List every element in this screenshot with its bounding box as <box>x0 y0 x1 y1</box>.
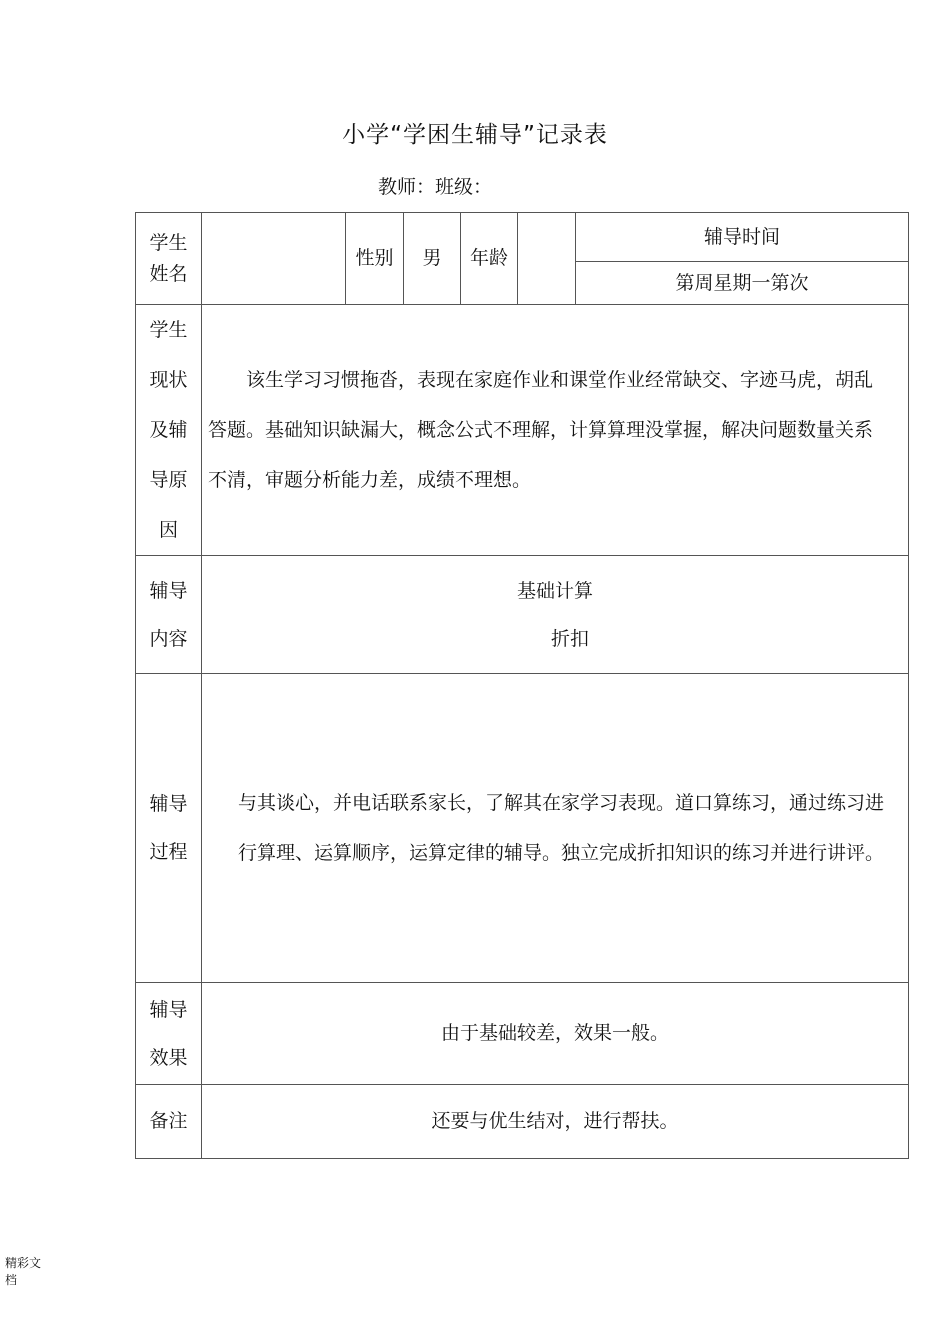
process-label: 辅导 过程 <box>136 674 202 983</box>
tutoring-time-value: 第周星期一第次 <box>576 262 909 305</box>
page-title: 小学“学困生辅导”记录表 <box>342 122 608 148</box>
footer-note: 精彩文 档 <box>5 1256 42 1287</box>
tutoring-time-label: 辅导时间 <box>576 213 909 262</box>
content-line: 折扣 <box>550 627 589 650</box>
age-value <box>518 213 576 305</box>
effect-label: 辅导 效果 <box>136 983 202 1085</box>
record-table <box>135 212 909 1159</box>
status-reason-text: 该生学习习惯拖沓，表现在家庭作业和课堂作业经常缺交、字迹马虎，胡乱答题。基础知识缺漏大，概念公式不理解，计算算理没掌握，解决问题数量关系不清，审题分析能力差，成绩不理想。 <box>202 305 909 556</box>
student-name-value <box>202 213 346 305</box>
remark-text: 还要与优生结对，进行帮扶。 <box>202 1085 909 1159</box>
age-label: 年龄 <box>461 213 518 305</box>
content-cell <box>202 556 909 674</box>
process-text: 与其谈心，并电话联系家长，了解其在家学习表现。道口算练习，通过练习进行算理、运算顺序，运算定律的辅导。独立完成折扣知识的练习并进行讲评。 <box>202 674 909 983</box>
effect-text: 由于基础较差，效果一般。 <box>202 983 909 1085</box>
status-reason-label: 学生 现状 及辅 导原 因 <box>136 305 202 556</box>
gender-label: 性别 <box>346 213 404 305</box>
content-line: 基础计算 <box>516 579 593 602</box>
remark-label: 备注 <box>136 1085 202 1159</box>
teacher-class-line: 教师：班级： <box>378 176 493 198</box>
student-name-label: 学生 姓名 <box>136 213 202 305</box>
gender-value: 男 <box>404 213 461 305</box>
content-label: 辅导 内容 <box>136 556 202 674</box>
